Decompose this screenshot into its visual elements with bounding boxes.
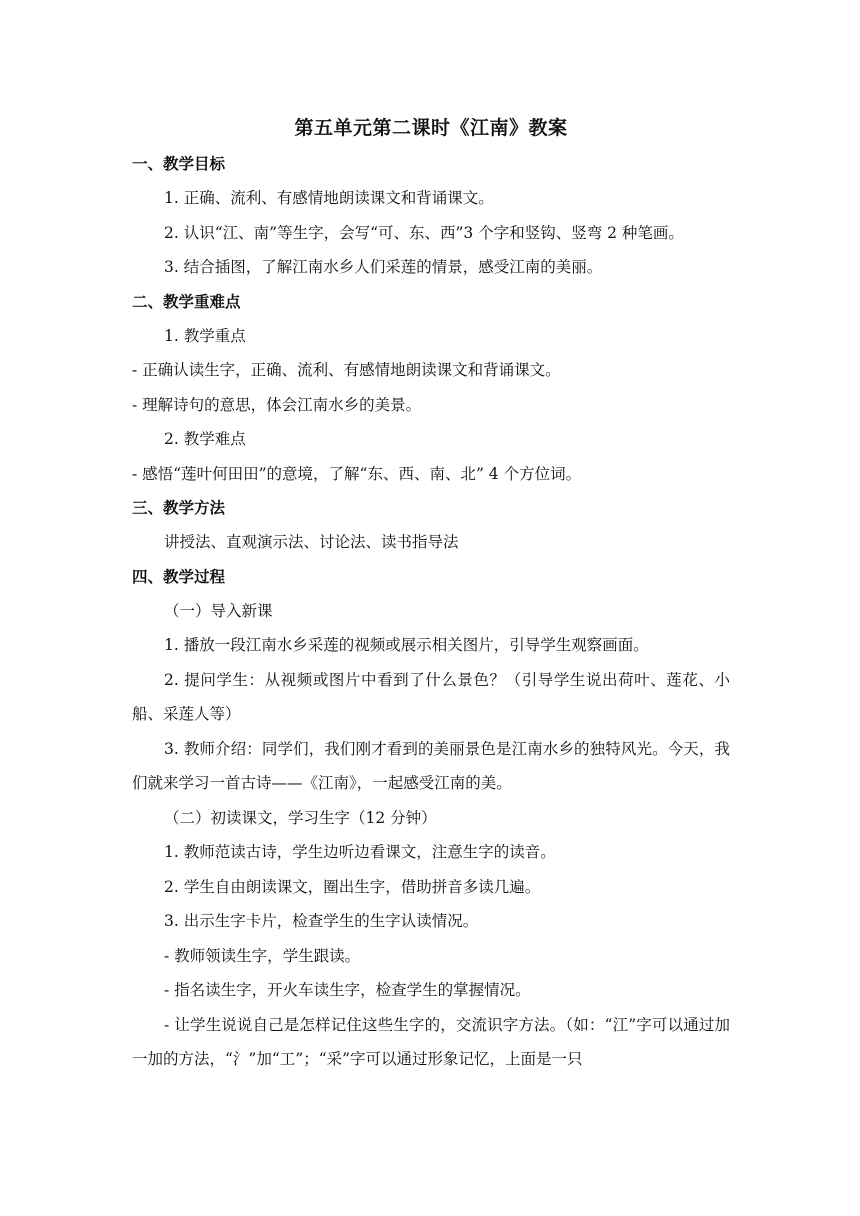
paragraph: 1. 教师范读古诗，学生边听边看课文，注意生字的读音。 xyxy=(164,843,556,861)
bullet-item: - 理解诗句的意思，体会江南水乡的美景。 xyxy=(132,395,422,414)
paragraph: 3. 出示生字卡片，检查学生的生字认读情况。 xyxy=(164,912,479,930)
bullet-item: - 正确认读生字，正确、流利、有感情地朗读课文和背诵课文。 xyxy=(132,361,561,379)
bullet-item: - 教师领读生字，学生跟读。 xyxy=(164,946,361,965)
section-heading-key-points: 二、教学重难点 xyxy=(132,292,241,311)
paragraph: 1. 正确、流利、有感情地朗读课文和背诵课文。 xyxy=(164,189,494,207)
paragraph: 2. 提问学生：从视频或图片中看到了什么景色？（引导学生说出荷叶、莲花、小船、采莲人等） xyxy=(132,670,730,723)
document-body xyxy=(132,113,730,1077)
subsection-heading: （二）初读课文，学习生字（12 分钟） xyxy=(164,808,437,827)
section-heading-methods: 三、教学方法 xyxy=(132,499,226,517)
paragraph: 1. 教学重点 xyxy=(164,326,246,345)
paragraph: 3. 结合插图，了解江南水乡人们采莲的情景，感受江南的美丽。 xyxy=(164,258,603,276)
paragraph: 1. 播放一段江南水乡采莲的视频或展示相关图片，引导学生观察画面。 xyxy=(164,636,649,654)
paragraph: 2. 学生自由朗读课文，圈出生字，借助拼音多读几遍。 xyxy=(164,877,541,896)
section-heading-process: 四、教学过程 xyxy=(132,567,226,586)
subsection-heading: （一）导入新课 xyxy=(164,601,273,620)
paragraph: 讲授法、直观演示法、讨论法、读书指导法 xyxy=(164,533,459,551)
section-heading-objectives: 一、教学目标 xyxy=(132,155,226,173)
document-title: 第五单元第二课时《江南》教案 xyxy=(294,117,568,139)
bullet-item: - 让学生说说自己是怎样记住这些生字的，交流识字方法。（如：“江”字可以通过加一加的方法，“氵”加“工”；“采”字可以通过形象记忆，上面是一只 xyxy=(132,1015,730,1068)
paragraph: 3. 教师介绍：同学们，我们刚才看到的美丽景色是江南水乡的独特风光。今天，我们就来学习一首古诗——《江南》，一起感受江南的美。 xyxy=(132,739,730,792)
paragraph: 2. 认识“江、南”等生字，会写“可、东、西”3 个字和竖钩、竖弯 2 种笔画。 xyxy=(164,223,684,242)
bullet-item: - 感悟“莲叶何田田”的意境，了解“东、西、南、北” 4 个方位词。 xyxy=(132,464,582,483)
bullet-item: - 指名读生字，开火车读生字，检查学生的掌握情况。 xyxy=(164,981,531,999)
paragraph: 2. 教学难点 xyxy=(164,430,246,448)
